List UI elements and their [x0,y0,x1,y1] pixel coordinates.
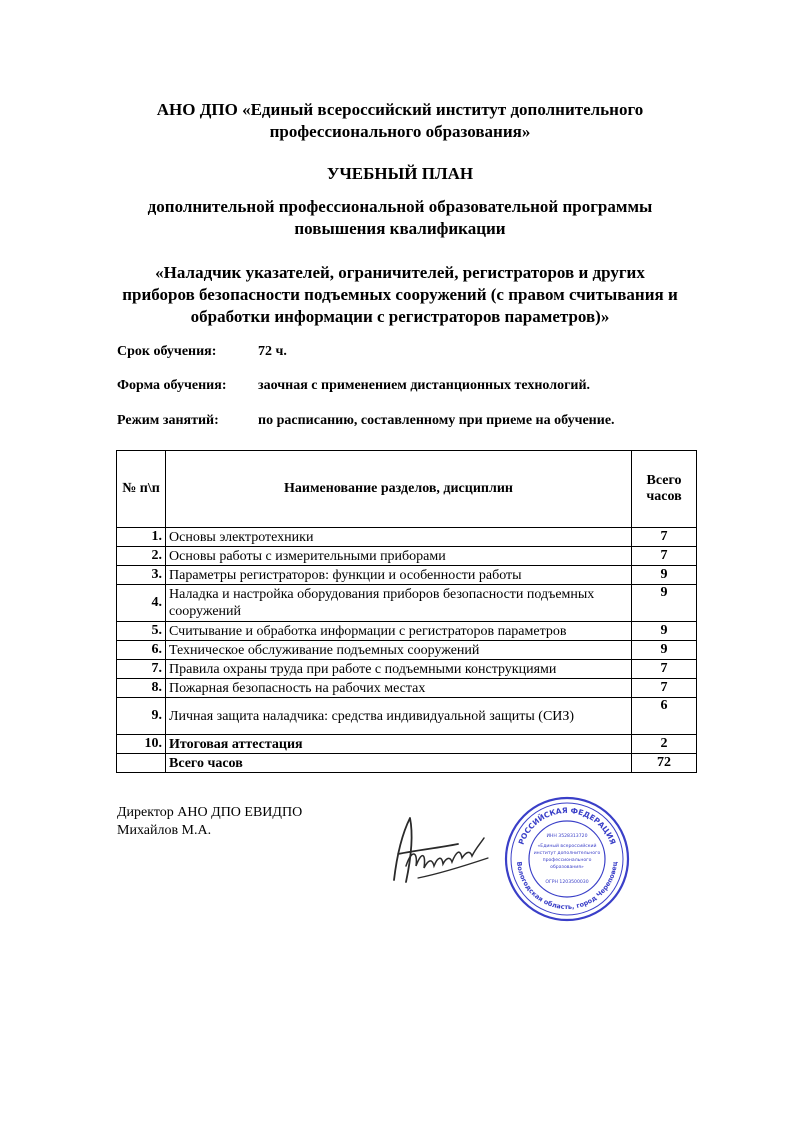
curriculum-table [116,450,697,773]
row-name: Техническое обслуживание подъемных сооружений [166,641,632,660]
row-name: Основы электротехники [166,528,632,547]
table-row [117,585,697,622]
row-hours: 9 [632,641,697,660]
mode-value: по расписанию, составленному при приеме на обучение. [258,413,615,428]
duration-label: Срок обучения: [117,344,217,359]
table-row [117,679,697,698]
table-row [117,698,697,735]
row-num: 6. [117,641,166,660]
total-hours: 72 [632,754,697,773]
svg-text:образования»: образования» [550,865,584,870]
program-line-1: «Наладчик указателей, ограничителей, регистраторов и других [155,263,645,282]
program-line-3: обработки информации с регистраторов параметров)» [190,307,610,326]
svg-text:профессионального: профессионального [542,858,592,863]
document-subtitle [100,196,700,240]
col-hours-line-1: Всего [646,473,682,488]
svg-text:ИНН 3528313720: ИНН 3528313720 [546,834,588,839]
row-num: 1. [117,528,166,547]
row-num: 5. [117,622,166,641]
meta-duration [117,343,287,361]
row-hours: 7 [632,528,697,547]
row-name: Наладка и настройка оборудования приборов безопасности подъемных сооружений [166,585,632,622]
mode-label: Режим занятий: [117,413,219,428]
director-title: Директор АНО ДПО ЕВИДПО [117,805,303,820]
col-num-header: № п\п [117,451,166,528]
table-total-row [117,754,697,773]
table-header-row [117,451,697,528]
total-num-cell [117,754,166,773]
duration-value: 72 ч. [258,344,287,359]
row-name: Личная защита наладчика: средства индивидуальной защиты (СИЗ) [166,698,632,735]
svg-text:ОГРН 1203500030: ОГРН 1203500030 [545,880,589,885]
svg-text:Вологодская область, город Чер: Вологодская область, город Череповец [515,861,619,912]
org-line-1: АНО ДПО «Единый всероссийский институт дополнительного [156,100,644,119]
total-label: Всего часов [166,754,632,773]
table-row [117,547,697,566]
row-num: 10. [117,735,166,754]
row-name: Считывание и обработка информации с регистраторов параметров [166,622,632,641]
subtitle-line-1: дополнительной профессиональной образовательной программы [147,197,653,216]
row-hours: 7 [632,547,697,566]
col-name-header: Наименование разделов, дисциплин [166,451,632,528]
program-name [100,262,700,328]
row-hours: 9 [632,585,697,622]
organization-name [100,99,700,143]
col-hours-header [632,451,697,528]
table-row [117,660,697,679]
col-hours-line-2: часов [646,489,682,504]
row-num: 7. [117,660,166,679]
handwritten-signature [388,808,498,888]
meta-form [117,377,591,395]
row-hours: 9 [632,622,697,641]
row-hours: 7 [632,660,697,679]
table-row [117,622,697,641]
row-name: Правила охраны труда при работе с подъемными конструкциями [166,660,632,679]
row-num: 2. [117,547,166,566]
row-hours: 2 [632,735,697,754]
svg-text:«Единый всероссийский: «Единый всероссийский [537,844,597,849]
row-hours: 7 [632,679,697,698]
table-row [117,566,697,585]
row-name: Параметры регистраторов: функции и особенности работы [166,566,632,585]
program-line-2: приборов безопасности подъемных сооружений (с правом считывания и [122,285,678,304]
row-num: 9. [117,698,166,735]
org-line-2: профессионального образования» [269,122,531,141]
row-num: 8. [117,679,166,698]
subtitle-line-2: повышения квалификации [294,219,506,238]
table-row [117,641,697,660]
row-num: 3. [117,566,166,585]
document-title: УЧЕБНЫЙ ПЛАН [326,164,474,183]
meta-mode [117,412,615,430]
director-name: Михайлов М.А. [117,823,212,838]
row-name: Итоговая аттестация [166,735,632,754]
organization-stamp [503,795,631,923]
signature-block [117,804,302,840]
row-name: Основы работы с измерительными приборами [166,547,632,566]
svg-text:институт дополнительного: институт дополнительного [533,851,601,856]
form-value: заочная с применением дистанционных технологий. [258,378,591,393]
table-row [117,528,697,547]
table-row [117,735,697,754]
svg-text:РОССИЙСКАЯ ФЕДЕРАЦИЯ: РОССИЙСКАЯ ФЕДЕРАЦИЯ [516,805,618,846]
form-label: Форма обучения: [117,378,227,393]
row-hours: 6 [632,698,697,735]
row-num: 4. [117,585,166,622]
row-name: Пожарная безопасность на рабочих местах [166,679,632,698]
row-hours: 9 [632,566,697,585]
